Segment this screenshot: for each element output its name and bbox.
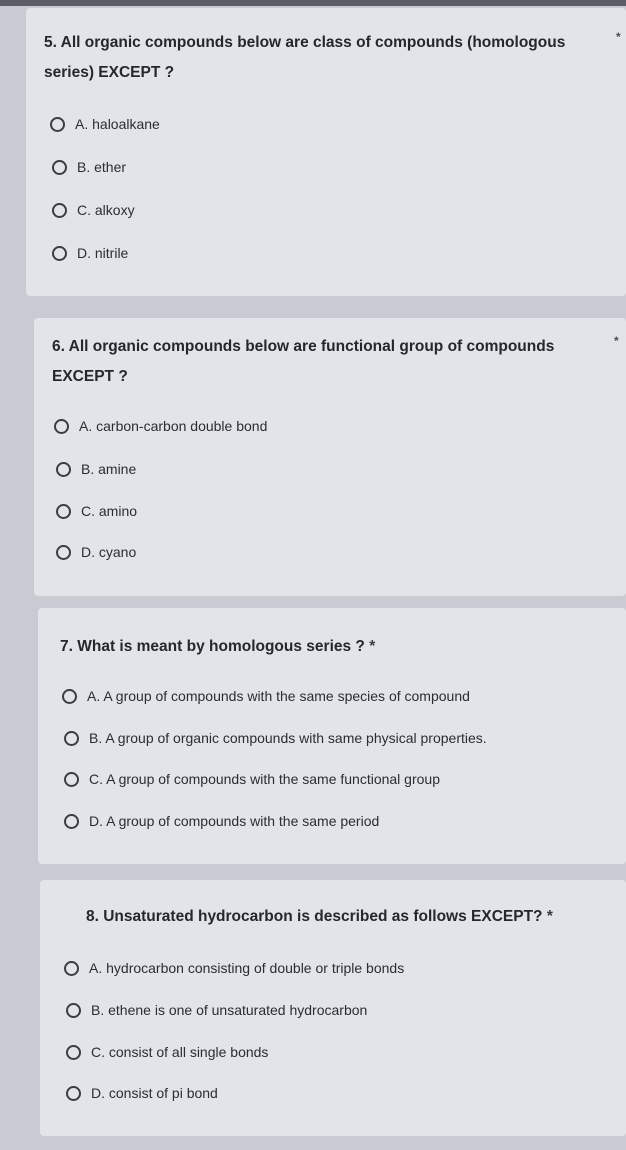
option-a[interactable]: [64, 956, 404, 980]
option-label: C. consist of all single bonds: [91, 1044, 269, 1060]
radio-button-icon[interactable]: [66, 1086, 81, 1101]
option-label: A. carbon-carbon double bond: [79, 418, 268, 434]
radio-button-icon[interactable]: [64, 772, 79, 787]
option-label: C. alkoxy: [77, 202, 135, 218]
radio-button-icon[interactable]: [62, 689, 77, 704]
question-card-7: [38, 608, 626, 864]
question-card-6: [34, 318, 626, 596]
question-card-8: [40, 880, 626, 1136]
option-label: D. A group of compounds with the same period: [89, 813, 380, 829]
radio-button-icon[interactable]: [66, 1045, 81, 1060]
required-asterisk: *: [369, 638, 376, 655]
option-b[interactable]: [66, 998, 367, 1022]
radio-button-icon[interactable]: [56, 462, 71, 477]
option-label: D. consist of pi bond: [91, 1085, 218, 1101]
question-title: [86, 902, 586, 932]
radio-button-icon[interactable]: [56, 545, 71, 560]
radio-button-icon[interactable]: [50, 117, 65, 132]
option-label: B. amine: [81, 461, 137, 477]
question-title: 5. All organic compounds below are class of compounds (homologous series) EXCEPT ?: [44, 34, 566, 81]
option-b[interactable]: [64, 726, 487, 750]
radio-button-icon[interactable]: [56, 504, 71, 519]
question-card-5: [26, 8, 626, 296]
option-a[interactable]: [54, 414, 267, 438]
radio-button-icon[interactable]: [66, 1003, 81, 1018]
option-d[interactable]: [64, 809, 379, 833]
top-edge: [0, 0, 626, 6]
option-a[interactable]: [62, 684, 470, 708]
radio-button-icon[interactable]: [64, 731, 79, 746]
option-b[interactable]: [56, 457, 136, 481]
option-label: B. ethene is one of unsaturated hydrocarbon: [91, 1002, 368, 1018]
option-label: D. nitrile: [77, 245, 129, 261]
radio-button-icon[interactable]: [64, 814, 79, 829]
option-a[interactable]: [50, 112, 160, 136]
option-b[interactable]: [52, 155, 126, 179]
radio-button-icon[interactable]: [52, 160, 67, 175]
radio-button-icon[interactable]: [54, 419, 69, 434]
question-title: [60, 632, 600, 662]
option-label: C. amino: [81, 503, 138, 519]
option-label: D. cyano: [81, 544, 137, 560]
required-asterisk: *: [616, 30, 621, 44]
option-label: B. ether: [77, 159, 127, 175]
radio-button-icon[interactable]: [64, 961, 79, 976]
option-d[interactable]: [52, 241, 128, 265]
required-asterisk: *: [614, 334, 619, 348]
option-d[interactable]: [56, 540, 136, 564]
radio-button-icon[interactable]: [52, 203, 67, 218]
option-label: C. A group of compounds with the same functional group: [89, 771, 440, 787]
question-text: 8. Unsaturated hydrocarbon is described as follows EXCEPT?: [86, 908, 543, 925]
option-c[interactable]: [64, 767, 440, 791]
option-c[interactable]: [66, 1040, 268, 1064]
question-title: 6. All organic compounds below are functional group of compounds EXCEPT ?: [52, 338, 555, 385]
option-label: A. hydrocarbon consisting of double or triple bonds: [89, 960, 405, 976]
question-text: 7. What is meant by homologous series ?: [60, 638, 365, 655]
option-label: B. A group of organic compounds with same physical properties.: [89, 730, 487, 746]
option-c[interactable]: [56, 499, 137, 523]
option-c[interactable]: [52, 198, 135, 222]
option-label: A. haloalkane: [75, 116, 160, 132]
option-label: A. A group of compounds with the same species of compound: [87, 688, 470, 704]
required-asterisk: *: [546, 908, 553, 925]
radio-button-icon[interactable]: [52, 246, 67, 261]
option-d[interactable]: [66, 1081, 218, 1105]
